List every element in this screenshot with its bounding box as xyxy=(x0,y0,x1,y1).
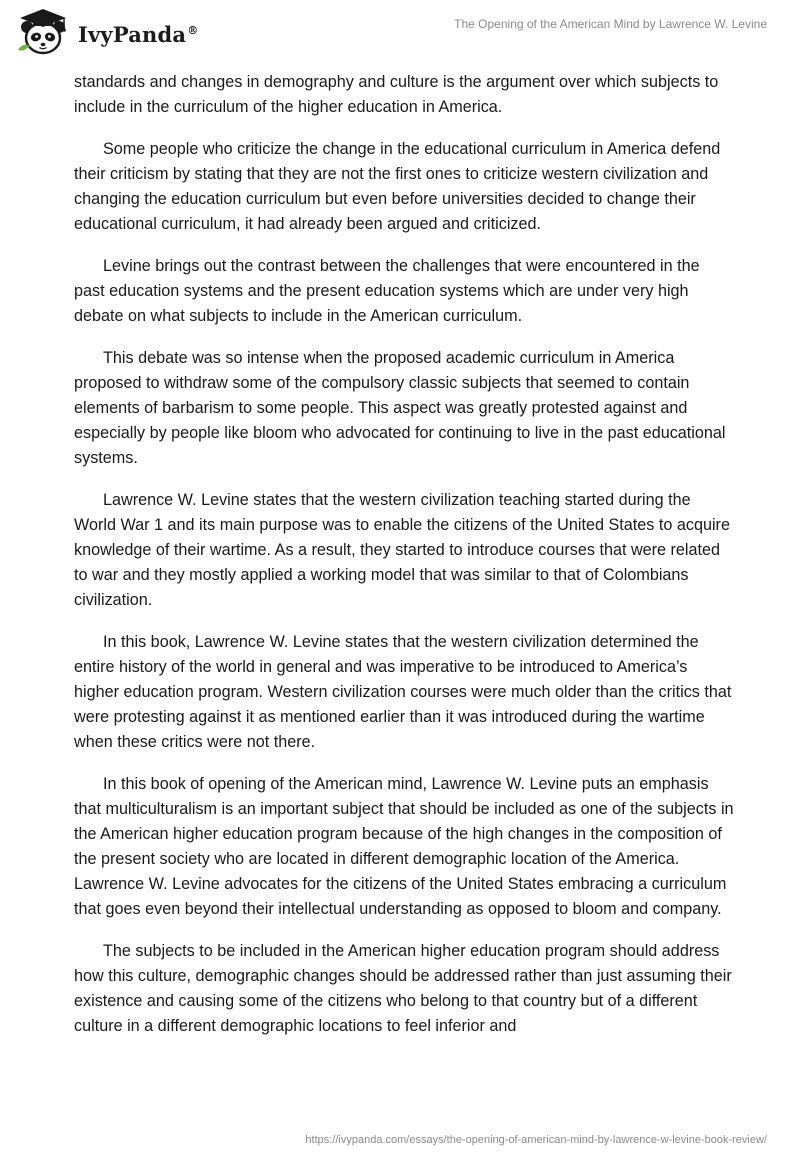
paragraph: In this book of opening of the American mind, Lawrence W. Levine puts an emphasis that multiculturalism is an important subject that should be included as one of the subjects in the American higher education program because of the high changes in the composition of the present society who are located in different demographic location of the America. Lawrence W. Levine advocates for the citizens of the United States embracing a curriculum that goes even beyond their intellectual understanding as opposed to bloom and company. xyxy=(74,775,734,918)
brand-name: IvyPanda® xyxy=(78,21,199,47)
registered-mark: ® xyxy=(187,23,199,37)
paragraph: This debate was so intense when the proposed academic curriculum in America proposed to withdraw some of the compulsory classic subjects that seemed to contain elements of barbarism to some people. This aspect was greatly protested against and especially by people like bloom who advocated for continuing to live in the past educational systems. xyxy=(74,349,726,467)
paragraph: standards and changes in demography and culture is the argument over which subjects to include in the curriculum of the higher education in America. xyxy=(74,73,719,116)
essay-body xyxy=(74,70,734,1056)
paragraph: Lawrence W. Levine states that the western civilization teaching started during the World War 1 and its main purpose was to enable the citizens of the United States to acquire knowledge of their wartime. As a result, they started to introduce courses that were related to war and they mostly applied a working model that was similar to that of Colombians civilization. xyxy=(74,491,730,609)
paragraph: Some people who criticize the change in the educational curriculum in America defend their criticism by stating that they are not the first ones to criticize western civilization and changing the education curriculum but even before universities decided to change their educational curriculum, it had already been argued and criticized. xyxy=(74,140,721,233)
source-url[interactable]: https://ivypanda.com/essays/the-opening-of-american-mind-by-lawrence-w-levine-book-review/ xyxy=(305,1134,767,1146)
paragraph: Levine brings out the contrast between the challenges that were encountered in the past education systems and the present education systems which are under very high debate on what subjects to include in the American curriculum. xyxy=(74,257,700,325)
panda-graduate-icon xyxy=(14,6,72,58)
document-title: The Opening of the American Mind by Lawrence W. Levine xyxy=(454,17,767,31)
page-header xyxy=(0,0,800,66)
paragraph: The subjects to be included in the American higher education program should address how this culture, demographic changes should be addressed rather than just assuming their existence and causing some of the citizens who belong to that country but of a different culture in a different demographic locations to feel inferior and xyxy=(74,942,732,1035)
paragraph: In this book, Lawrence W. Levine states that the western civilization determined the entire history of the world in general and was imperative to be introduced to America’s higher education program. Western civilization courses were much older than the critics that were protesting against it as mentioned earlier than it was introduced during the wartime when these critics were not there. xyxy=(74,633,732,751)
ivypanda-logo[interactable] xyxy=(14,6,198,58)
